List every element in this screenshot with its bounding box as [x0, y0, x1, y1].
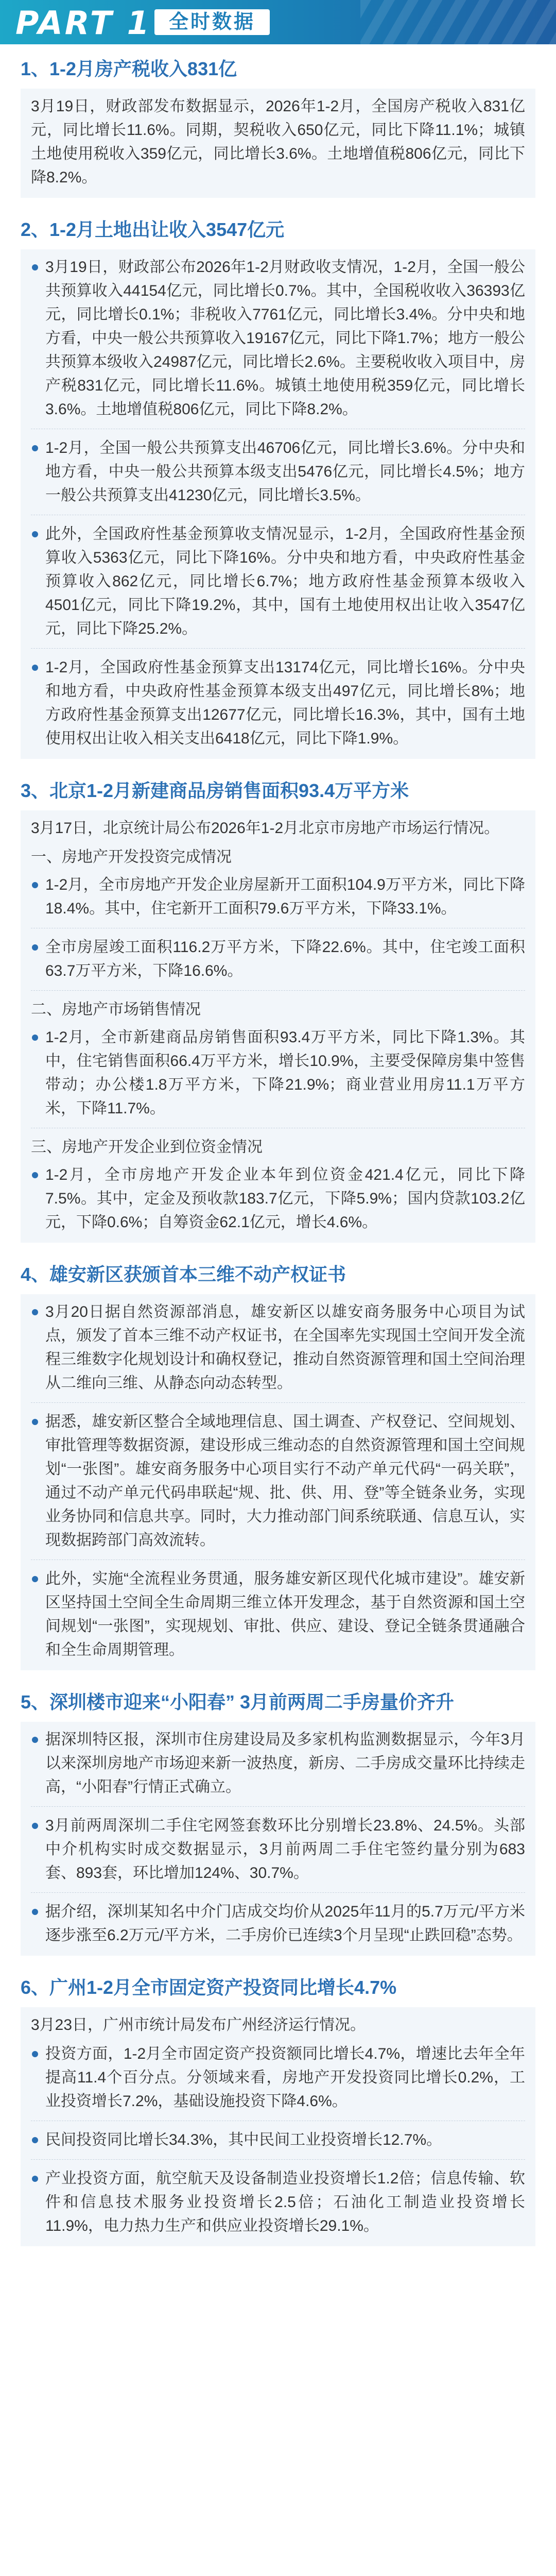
bullet-point	[31, 1026, 525, 1128]
bullet-text: 据介绍，深圳某知名中介门店成交均价从2025年11月的5.7万元/平方米逐步涨至6.2万元/平方米，二手房价已连续3个月呈现“止跌回稳”态势。	[45, 1903, 525, 1944]
news-item	[21, 55, 535, 198]
part-label: PART 1	[15, 4, 151, 42]
bullet-point	[31, 522, 525, 649]
bullet-point	[31, 1814, 525, 1893]
bullet-point	[31, 936, 525, 991]
banner-decoration	[360, 0, 556, 44]
bullet-text: 据悉，雄安新区整合全域地理信息、国土调查、产权登记、空间规划、审批管理等数据资源，建设形成三维动态的自然资源管理和国土空间规划“一张图”。雄安商务服务中心项目实行不动产单元代码“一码关联”，通过不动产单元代码串联起“规、批、供、用、登”等全链条业务，实现业务协同和信息共享。同时，大力推动部门间系统联通、信息互认，实现数据跨部门高效流转。	[45, 1413, 525, 1549]
news-item	[21, 776, 535, 1243]
bullet-text: 3月20日据自然资源部消息，雄安新区以雄安商务服务中心项目为试点，颁发了首本三维不动产权证书，在全国率先实现国土空间开发全流程三维数字化规划设计和确权登记，推动自然资源管理和国土空间治理从二维向三维、从静态向动态转型。	[45, 1303, 525, 1392]
news-list	[0, 44, 556, 2246]
bullet-dot-icon	[32, 2176, 38, 2182]
bullet-dot-icon	[32, 1737, 38, 1743]
bullet-point	[31, 2167, 525, 2238]
news-item-body	[21, 1722, 535, 1956]
news-item	[21, 1973, 535, 2246]
bullet-point	[31, 873, 525, 928]
bullet-point	[31, 2128, 525, 2160]
bullet-point	[31, 1163, 525, 1234]
bullet-point	[31, 1900, 525, 1947]
bullet-dot-icon	[32, 1823, 38, 1829]
paragraph: 3月17日，北京统计局公布2026年1-2月北京市房地产市场运行情况。	[31, 820, 500, 837]
bullet-point	[31, 1410, 525, 1560]
bullet-text: 全市房屋竣工面积116.2万平方米，下降22.6%。其中，住宅竣工面积63.7万平方米，下降16.6%。	[45, 939, 525, 979]
bullet-text: 此外，全国政府性基金预算收支情况显示，1-2月，全国政府性基金预算收入5363亿元，同比下降16%。分中央和地方看，中央政府性基金预算收入862亿元，同比增长6.7%；地方政府性基金预算本级收入4501亿元，同比下降19.2%，其中，国有土地使用权出让收入3547亿元，同比下降25.2%。	[45, 526, 525, 637]
news-item-title: 1、1-2月房产税收入831亿	[21, 58, 237, 79]
news-item-body	[21, 89, 535, 198]
bullet-dot-icon	[32, 2137, 38, 2143]
bullet-text: 3月19日，财政部公布2026年1-2月财政收支情况，1-2月，全国一般公共预算收入44154亿元，同比增长0.7%。其中，全国税收收入36393亿元，同比增长0.1%；非税收入7761亿元，同比增长3.4%。分中央和地方看，中央一般公共预算收入19167亿元，同比下降1.7%；地方一般公共预算本级收入24987亿元，同比增长2.6%。主要税收收入项目中，房产税831亿元，同比增长11.6%。城镇土地使用税359亿元，同比增长3.6%。土地增值税806亿元，同比下降8.2%。	[45, 259, 525, 418]
bullet-text: 此外，实施“全流程业务贯通，服务雄安新区现代化城市建设”。雄安新区坚持国土空间全生命周期三维立体开发理念，基于自然资源和国土空间规划“一张图”，实现规划、审批、供应、建设、登记全链条贯通融合和全生命周期管理。	[45, 1570, 525, 1658]
bullet-point	[31, 656, 525, 751]
bullet-dot-icon	[32, 944, 38, 951]
bullet-dot-icon	[32, 1419, 38, 1425]
news-item-title: 6、广州1-2月全市固定资产投资同比增长4.7%	[21, 1977, 397, 1998]
bullet-text: 3月前两周深圳二手住宅网签套数环比分别增长23.8%、24.5%。头部中介机构实时成交数据显示，3月前两周二手住宅签约量分别为683套、893套，环比增加124%、30.7%。	[45, 1817, 525, 1882]
bullet-text: 据深圳特区报，深圳市住房建设局及多家机构监测数据显示，今年3月以来深圳房地产市场迎来新一波热度，新房、二手房成交量环比持续走高，“小阳春”行情正式确立。	[45, 1731, 525, 1795]
news-item-title: 5、深圳楼市迎来“小阳春” 3月前两周二手房量价齐升	[21, 1691, 455, 1713]
bullet-dot-icon	[32, 1172, 38, 1178]
bullet-point	[31, 256, 525, 429]
news-item-title: 3、北京1-2月新建商品房销售面积93.4万平方米	[21, 780, 409, 801]
bullet-text: 民间投资同比增长34.3%，其中民间工业投资增长12.7%。	[45, 2131, 442, 2148]
bullet-text: 1-2月，全国政府性基金预算支出13174亿元，同比增长16%。分中央和地方看，中央政府性基金预算本级支出497亿元，同比增长8%；地方政府性基金预算支出12677亿元，同比增长16.3%，其中，国有土地使用权出让收入相关支出6418亿元，同比下降1.9%。	[45, 659, 525, 747]
sub-heading: 三、房地产开发企业到位资金情况	[31, 1139, 263, 1156]
bullet-text: 1-2月，全市新建商品房销售面积93.4万平方米，同比下降1.3%。其中，住宅销售面积66.4万平方米，增长10.9%，主要受保障房集中签售带动；办公楼1.8万平方米，下降21.9%；商业营业用房11.1万平方米，下降11.7%。	[45, 1029, 525, 1117]
bullet-dot-icon	[32, 445, 38, 451]
news-item-body	[21, 249, 535, 759]
bullet-point	[31, 436, 525, 515]
bullet-dot-icon	[32, 882, 38, 888]
bullet-dot-icon	[32, 531, 38, 537]
news-item-title: 2、1-2月土地出让收入3547亿元	[21, 219, 285, 240]
bullet-text: 产业投资方面，航空航天及设备制造业投资增长1.2倍；信息传输、软件和信息技术服务业投资增长2.5倍；石油化工制造业投资增长11.9%，电力热力生产和供应业投资增长29.1%。	[45, 2170, 525, 2234]
news-item-body	[21, 2007, 535, 2246]
news-item-body	[21, 810, 535, 1243]
bullet-dot-icon	[32, 1576, 38, 1582]
bullet-dot-icon	[32, 1309, 38, 1315]
news-item-title: 4、雄安新区获颁首本三维不动产权证书	[21, 1264, 346, 1285]
section-banner	[0, 0, 556, 44]
bullet-text: 1-2月，全国一般公共预算支出46706亿元，同比增长3.6%。分中央和地方看，中央一般公共预算本级支出5476亿元，同比增长4.5%；地方一般公共预算支出41230亿元，同比增长3.5%。	[45, 439, 525, 504]
bullet-dot-icon	[32, 264, 38, 270]
sub-heading: 一、房地产开发投资完成情况	[31, 849, 232, 866]
bullet-text: 1-2月，全市房地产开发企业房屋新开工面积104.9万平方米，同比下降18.4%。其中，住宅新开工面积79.6万平方米，下降33.1%。	[45, 876, 525, 917]
bullet-point	[31, 2042, 525, 2121]
section-tag: 全时数据	[154, 9, 270, 35]
bullet-dot-icon	[32, 2051, 38, 2057]
bullet-point	[31, 1300, 525, 1403]
bullet-point	[31, 1728, 525, 1807]
paragraph: 3月19日，财政部发布数据显示，2026年1-2月，全国房产税收入831亿元，同比增长11.6%。同期，契税收入650亿元，同比下降11.1%；城镇土地使用税收入359亿元，同比增长3.6%。土地增值税806亿元，同比下降8.2%。	[31, 98, 525, 186]
news-item	[21, 215, 535, 759]
bullet-text: 投资方面，1-2月全市固定资产投资额同比增长4.7%，增速比去年全年提高11.4个百分点。分领域来看，房地产开发投资同比增长0.2%，工业投资增长7.2%，基础设施投资下降4.6%。	[45, 2045, 525, 2110]
bullet-dot-icon	[32, 1909, 38, 1915]
sub-heading: 二、房地产市场销售情况	[31, 1001, 201, 1018]
bullet-dot-icon	[32, 665, 38, 671]
news-item	[21, 1260, 535, 1670]
bullet-point	[31, 1567, 525, 1662]
bullet-text: 1-2月，全市房地产开发企业本年到位资金421.4亿元，同比下降7.5%。其中，定金及预收款183.7亿元，下降5.9%；国内贷款103.2亿元，下降0.6%；自筹资金62.1亿元，增长4.6%。	[45, 1166, 525, 1231]
news-item-body	[21, 1294, 535, 1670]
paragraph: 3月23日，广州市统计局发布广州经济运行情况。	[31, 2016, 366, 2033]
news-item	[21, 1688, 535, 1956]
bullet-dot-icon	[32, 1035, 38, 1041]
